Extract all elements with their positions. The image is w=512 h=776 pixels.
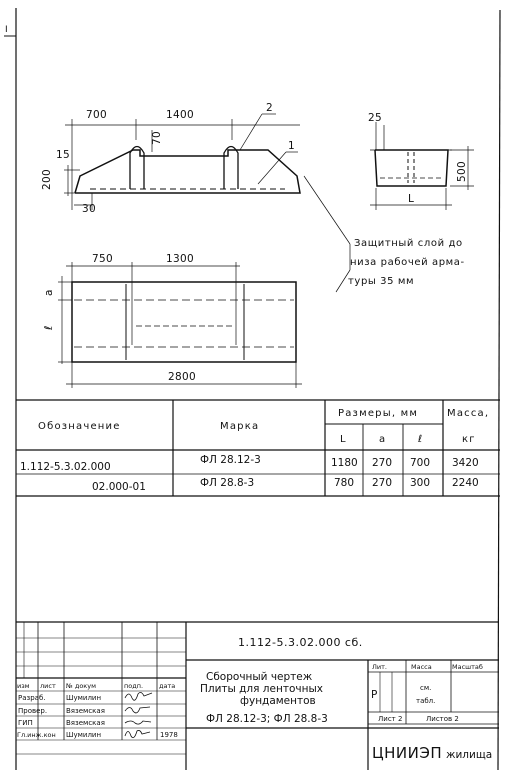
col-mass-header: Масса, [447,408,490,419]
title-line-2: Плиты для ленточных [200,683,323,695]
role-2: Провер. [18,707,48,715]
hdr-doc-no: № докум [66,682,96,690]
dim-15: 15 [56,149,70,161]
row1-mark: ФЛ 28.12-3 [200,454,261,466]
row2-mark: ФЛ 28.8-3 [200,477,255,489]
scale-label: Масштаб [452,663,483,671]
signature-marks [125,692,152,737]
row2-a: 270 [372,477,393,489]
cover-note [336,238,465,292]
svg-text:I: I [5,25,8,35]
row1-a: 270 [372,457,393,469]
dim-750: 750 [92,253,113,265]
mark-1: 1 [288,140,295,152]
spec-table [16,400,500,496]
lit-value: Р [371,689,378,701]
dim-25: 25 [368,112,382,124]
col-designation-header: Обозначение [38,421,121,432]
mass-value-1: см. [420,684,432,692]
row2-l: 300 [410,477,431,489]
title-line-3: фундаментов [240,695,316,707]
section-view [368,112,474,210]
dim-l: ℓ [43,325,55,330]
sheet-number: Лист 2 [378,715,403,723]
role-3: ГИП [18,719,33,727]
row2-mass: 2240 [452,477,479,489]
role-4: Гл.инж.кон [17,731,56,739]
row1-mass: 3420 [452,457,479,469]
dim-70: 70 [151,131,163,145]
name-2: Вяземская [66,707,105,715]
col-sizes-header: Размеры, мм [338,408,419,419]
name-4: Шумилин [66,731,102,739]
note-line-3: туры 35 мм [348,276,415,287]
hdr-list: лист [40,682,56,690]
note-line-2: низа рабочей арма- [350,257,465,268]
doc-code: 1.112-5.3.02.000 сб. [238,636,363,649]
dim-30: 30 [82,203,96,215]
col-mass-unit: кг [462,434,476,445]
sheet-count: Листов 2 [426,715,459,723]
title-line-4: ФЛ 28.12-3; ФЛ 28.8-3 [206,713,328,725]
name-1: Шумилин [66,694,102,702]
dim-L: L [408,193,415,205]
dim-700: 700 [86,109,107,121]
dim-1300: 1300 [166,253,194,265]
hdr-date: дата [159,682,176,690]
mass-label: Масса [411,663,432,671]
dim-a: a [43,289,55,296]
role-1: Разраб. [18,694,46,702]
title-line-1: Сборочный чертеж [206,671,313,683]
hdr-sign: подп. [124,682,144,690]
sheet-frame [4,8,500,770]
row2-L: 780 [334,477,355,489]
profile-view [41,102,350,244]
title-block [16,622,499,770]
org-sub: жилища [446,749,493,761]
dim-200: 200 [41,169,53,190]
lit-label: Лит. [372,663,387,671]
dim-500: 500 [456,161,468,182]
name-3: Вяземская [66,719,105,727]
row1-L: 1180 [331,457,358,469]
subcol-L: L [340,434,347,445]
subcol-a: a [379,434,387,445]
col-mark-header: Марка [220,421,260,432]
mass-value-2: табл. [416,697,436,705]
org-name: ЦНИИЭП [372,744,443,762]
date-4: 1978 [160,731,178,739]
dim-1400: 1400 [166,109,194,121]
row1-l: 700 [410,457,431,469]
mark-2: 2 [266,102,273,114]
subcol-l: ℓ [418,434,424,445]
hdr-izm: изм [17,682,30,690]
plan-view [43,253,302,388]
note-line-1: Защитный слой до [354,238,463,249]
row2-designation: 02.000-01 [92,481,146,493]
row1-designation: 1.112-5.3.02.000 [20,461,111,473]
dim-2800: 2800 [168,371,196,383]
